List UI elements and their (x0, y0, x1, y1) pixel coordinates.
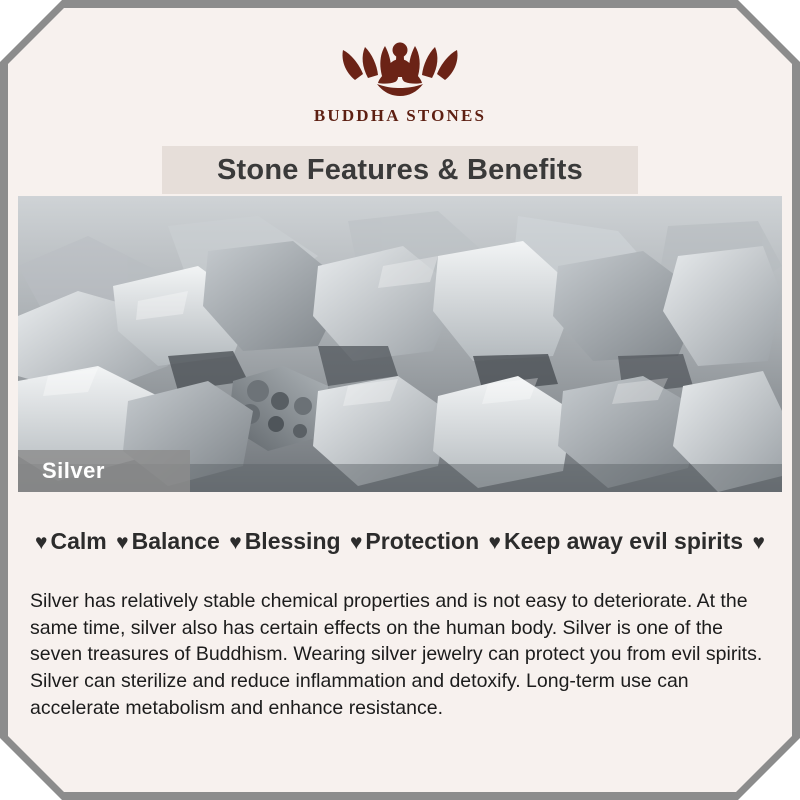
benefits-line (18, 528, 782, 555)
title-band (162, 146, 638, 194)
hero-image (18, 196, 782, 492)
stone-name-badge (18, 450, 190, 492)
benefit-item-balance: Balance (131, 528, 220, 554)
description-paragraph: Silver has relatively stable chemical properties and is not easy to deteriorate. At the same time, silver also has certain effects on the human body. Silver is one of the seven treasures of Buddhism. Wearing silver jewelry can protect you from evil spirits. Silver can sterilize and reduce inflammation and detoxify. Long-term use can accelerate metabolism and enhance resistance. (30, 590, 763, 719)
heart-icon: ♥ (229, 531, 242, 554)
heart-icon: ♥ (35, 531, 48, 554)
heart-icon: ♥ (488, 531, 502, 554)
page-title: Stone Features & Benefits (217, 153, 583, 186)
heart-icon: ♥ (349, 531, 363, 554)
benefit-item-protection: Protection (365, 528, 480, 554)
silver-ore-illustration (18, 196, 782, 492)
brand-name: BUDDHA STONES (313, 106, 487, 125)
benefit-item-keep-away-evil-spirits: Keep away evil spirits (504, 528, 744, 554)
header (8, 8, 792, 143)
heart-icon: ♥ (752, 531, 765, 554)
benefit-item-calm: Calm (50, 528, 107, 554)
lotus-meditation-icon (335, 26, 465, 102)
benefit-item-blessing: Blessing (244, 528, 341, 554)
heart-icon: ♥ (116, 531, 129, 554)
stone-name-text: Silver (42, 458, 105, 483)
